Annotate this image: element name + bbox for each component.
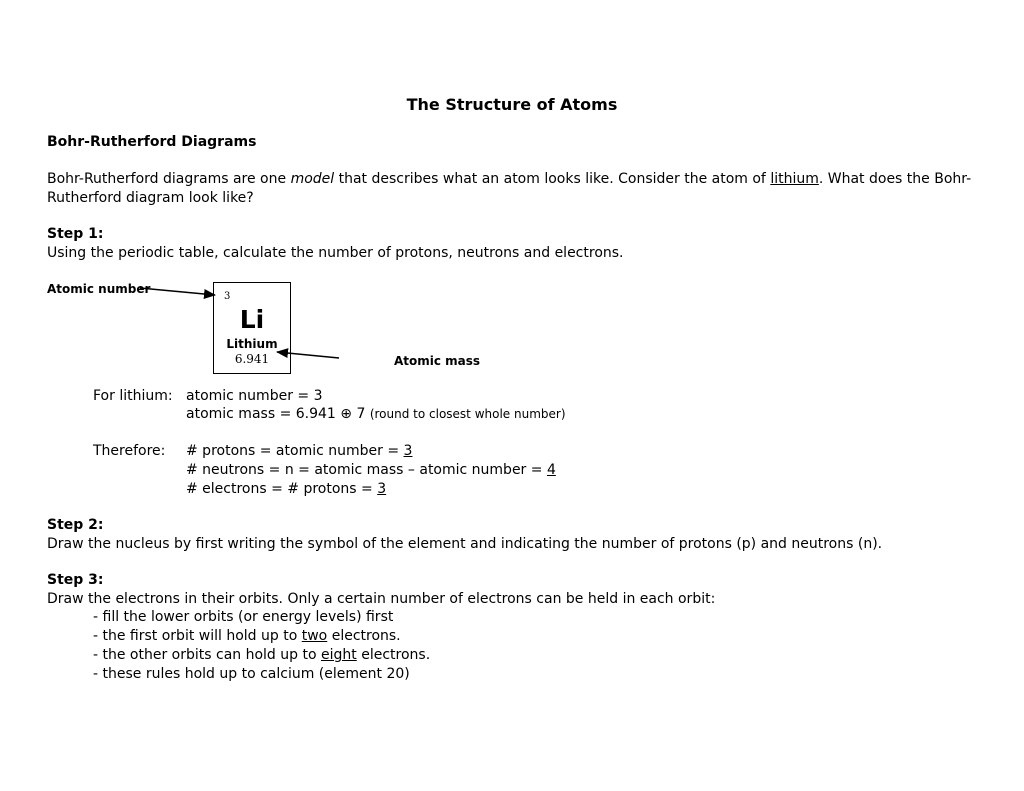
element-atomic-mass: 6.941 xyxy=(234,352,270,366)
element-name: Lithium xyxy=(226,337,278,351)
calc-protons xyxy=(186,442,412,460)
rounding-note: (round to closest whole number) xyxy=(369,407,566,421)
intro-model-word: model xyxy=(290,171,335,187)
step1-heading: Step 1: xyxy=(47,226,104,242)
calc-atomic-number: atomic number = 3 xyxy=(186,388,323,404)
step3-text: Draw the electrons in their orbits. Only a certain number of electrons can be held in each orbit: xyxy=(47,591,716,607)
orbit-rule-3-eight: eight xyxy=(321,647,357,663)
calc-atomic-mass-text: atomic mass = 6.941 ⊕ 7 xyxy=(186,406,366,422)
orbit-rule-1: - fill the lower orbits (or energy levels) first xyxy=(93,609,394,625)
page-title: The Structure of Atoms xyxy=(406,95,618,114)
intro-text-3: . What does the Bohr-Rutherford diagram look like? xyxy=(47,171,972,206)
element-symbol: Li xyxy=(239,305,265,334)
step2-text: Draw the nucleus by first writing the symbol of the element and indicating the number of protons (p) and neutrons (n). xyxy=(47,536,883,552)
orbit-rule-3-text-a: - the other orbits can hold up to xyxy=(93,647,321,663)
calc-neutrons-text: # neutrons = n = atomic mass – atomic number = xyxy=(186,462,547,478)
therefore-label: Therefore: xyxy=(93,443,166,459)
for-lithium-label: For lithium: xyxy=(93,388,173,404)
atomic-number-arrow xyxy=(140,288,215,295)
calc-electrons-text: # electrons = # protons = xyxy=(186,481,378,497)
orbit-rule-2-text-a: - the first orbit will hold up to xyxy=(93,628,302,644)
orbit-rule-3 xyxy=(93,646,430,664)
element-atomic-number: 3 xyxy=(224,291,231,302)
atomic-number-label: Atomic number xyxy=(47,282,151,296)
atomic-mass-arrow xyxy=(277,352,339,358)
step3-heading: Step 3: xyxy=(47,572,104,588)
calc-atomic-mass xyxy=(186,405,566,423)
calc-neutrons-value: 4 xyxy=(546,462,556,478)
intro-lithium-word: lithium xyxy=(770,171,819,187)
intro-text-2: that describes what an atom looks like. Consider the atom of xyxy=(334,171,771,187)
step2-heading: Step 2: xyxy=(47,517,104,533)
intro-text-1: Bohr-Rutherford diagrams are one xyxy=(47,171,291,187)
section-heading: Bohr-Rutherford Diagrams xyxy=(47,134,257,150)
orbit-rule-2 xyxy=(93,627,401,645)
orbit-rule-2-text-b: electrons. xyxy=(327,628,401,644)
calc-electrons-value: 3 xyxy=(377,481,387,497)
calc-protons-value: 3 xyxy=(403,443,413,459)
step1-text: Using the periodic table, calculate the number of protons, neutrons and electrons. xyxy=(47,245,624,261)
calc-neutrons xyxy=(186,461,556,479)
orbit-rule-2-two: two xyxy=(301,628,328,644)
calc-protons-text: # protons = atomic number = xyxy=(186,443,404,459)
atomic-mass-label: Atomic mass xyxy=(394,354,481,368)
orbit-rule-3-text-b: electrons. xyxy=(356,647,431,663)
orbit-rule-4: - these rules hold up to calcium (element 20) xyxy=(93,666,410,682)
calc-electrons xyxy=(186,480,386,498)
